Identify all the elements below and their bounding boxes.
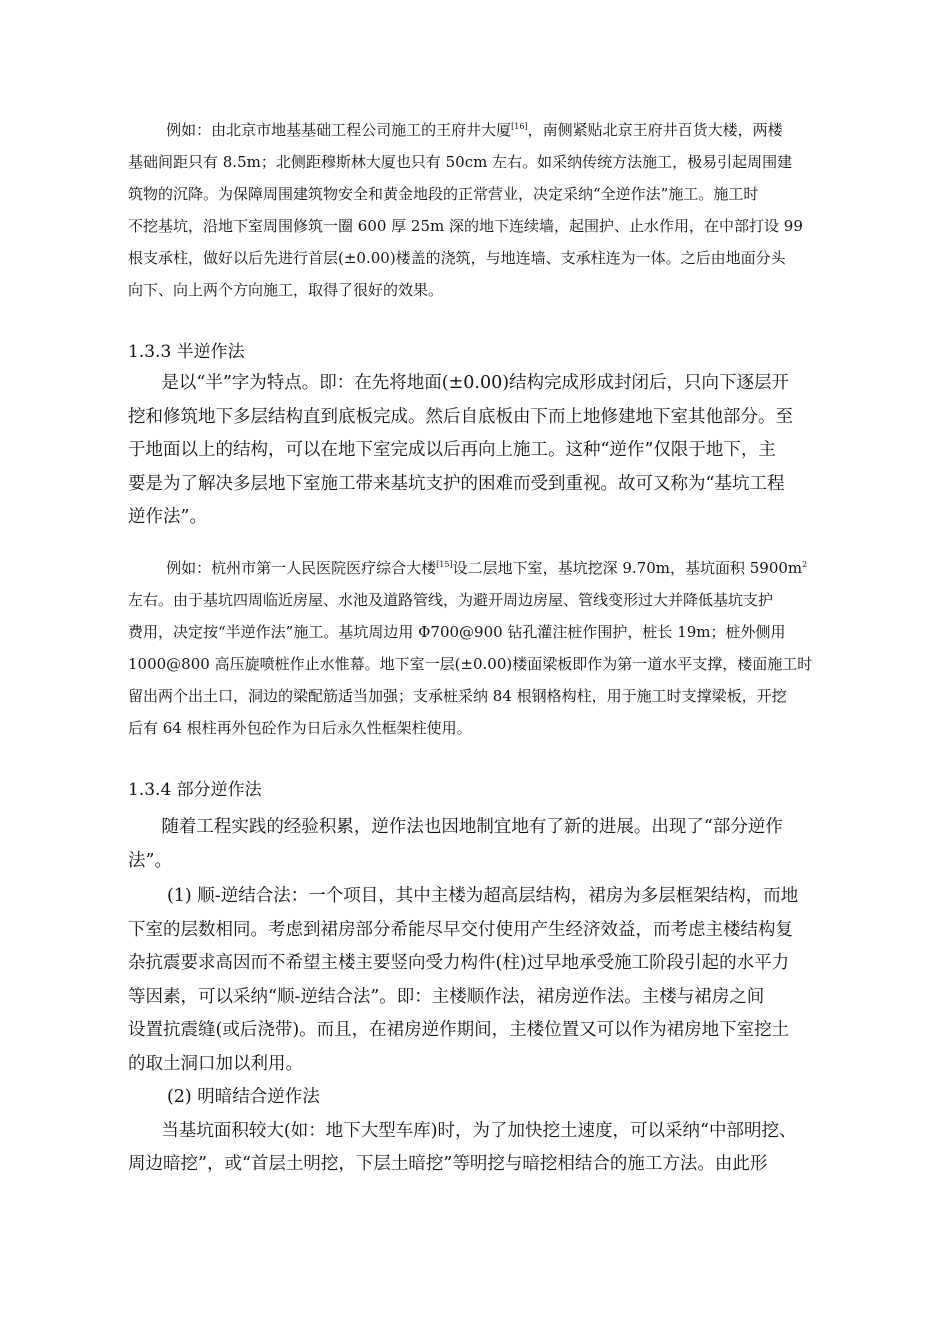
subheading-text: (2) 明暗结合逆作法: [128, 1087, 320, 1107]
paragraph-combined-methods: [128, 880, 858, 1182]
text-line: 向下、向上两个方向施工，取得了很好的效果。: [128, 281, 444, 299]
text-line: 杂抗震要求高因而不希望主楼主要竖向受力构件(柱)过早地承受施工阶段引起的水平力: [128, 953, 790, 973]
text-line: 1000@800 高压旋喷桩作止水惟幕。地下室一层(±0.00)楼面梁板即作为第一道水平支撑，楼面施工时: [128, 655, 813, 673]
text-line: 下室的层数相同。考虑到裙房部分希能尽早交付使用产生经济效益，而考虑主楼结构复: [128, 919, 793, 940]
text-line: 基础间距只有 8.5m；北侧距穆斯林大厦也只有 50cm 左右。如采纳传统方法施工，极易引起周围建: [128, 153, 793, 171]
heading-text: 1.3.3 半逆作法: [128, 342, 245, 362]
text-line: 逆作法”。: [128, 507, 207, 527]
text-line: 费用，决定按“半逆作法”施工。基坑周边用 Φ700@900 钻孔灌注桩作围护，桩长 19m；桩外侧用: [128, 623, 786, 641]
text-line: 于地面以上的结构，可以在地下室完成以后再向上施工。这种“逆作”仅限于地下，主: [128, 440, 776, 460]
text-line: 法”。: [128, 850, 172, 871]
paragraph-partial-reverse-intro: [128, 811, 858, 878]
text-line: (1) 顺-逆结合法：一个项目，其中主楼为超高层结构，裙房为多层框架结构，而地: [128, 886, 799, 906]
text-line: 留出两个出土口，洞边的梁配筋适当加强；支承桩采纳 84 根钢格构柱，用于施工时支撑梁板，开挖: [128, 687, 787, 705]
text-line: 等因素，可以采纳“顺-逆结合法”。即：主楼顺作法，裙房逆作法。主楼与裙房之间: [128, 986, 765, 1007]
section-heading-1-3-4: [128, 775, 858, 805]
example-paragraph-hangzhou: [128, 552, 858, 744]
text-line: 随着工程实践的经验积累，逆作法也因地制宜地有了新的进展。出现了“部分逆作: [128, 817, 783, 837]
paragraph-half-reverse-method: [128, 367, 858, 535]
heading-text: 1.3.4 部分逆作法: [128, 780, 262, 800]
text-line: 设置抗震缝(或后浇带)。而且，在裙房逆作期间，主楼位置又可以作为裙房地下室挖土: [128, 1020, 790, 1040]
text-line: 例如：杭州市第一人民医院医疗综合大楼[15]设二层地下室，基坑挖深 9.70m，基坑面积 $5900m^2$: [128, 559, 808, 577]
text-line: 当基坑面积较大(如：地下大型车库)时，为了加快挖土速度，可以采纳“中部明挖、: [128, 1120, 797, 1141]
text-line: 左右。由于基坑四周临近房屋、水池及道路管线，为避开周边房屋、管线变形过大并降低基坑支护: [128, 591, 774, 609]
example-paragraph-wangfujing: [128, 114, 858, 306]
text-line: 筑物的沉降。为保障周围建筑物安全和黄金地段的正常营业，决定采纳“全逆作法”施工。施工时: [128, 185, 759, 203]
text-line: 例如：由北京市地基基础工程公司施工的王府井大厦[16]，南侧紧贴北京王府井百货大楼，两楼: [128, 121, 783, 139]
text-line: 周边暗挖”，或“首层土明挖，下层土暗挖”等明挖与暗挖相结合的施工方法。由此形: [128, 1154, 768, 1174]
text-line: 后有 64 根柱再外包砼作为日后永久性框架柱使用。: [128, 719, 472, 737]
reference-superscript: [16]: [511, 122, 528, 131]
text-line: 根支承柱，做好以后先进行首层(±0.00)楼盖的浇筑，与地连墙、支承柱连为一体。之后由地面分头: [128, 249, 786, 267]
reference-superscript: [15]: [436, 560, 453, 569]
text-line: 挖和修筑地下多层结构直到底板完成。然后自底板由下而上地修建地下室其他部分。至: [128, 406, 793, 427]
section-heading-1-3-3: [128, 337, 858, 367]
text-line: 的取土洞口加以利用。: [128, 1053, 303, 1074]
text-line: 要是为了解决多层地下室施工带来基坑支护的困难而受到重视。故可又称为“基坑工程: [128, 473, 785, 494]
text-line: 是以“半”字为特点。即：在先将地面(±0.00)结构完成形成封闭后，只向下逐层开: [128, 373, 790, 393]
text-line: 不挖基坑，沿地下室周围修筑一圈 600 厚 25m 深的地下连续墙，起围护、止水作用，在中部打设 99: [128, 217, 803, 235]
square-meter-superscript: 2: [802, 560, 808, 569]
